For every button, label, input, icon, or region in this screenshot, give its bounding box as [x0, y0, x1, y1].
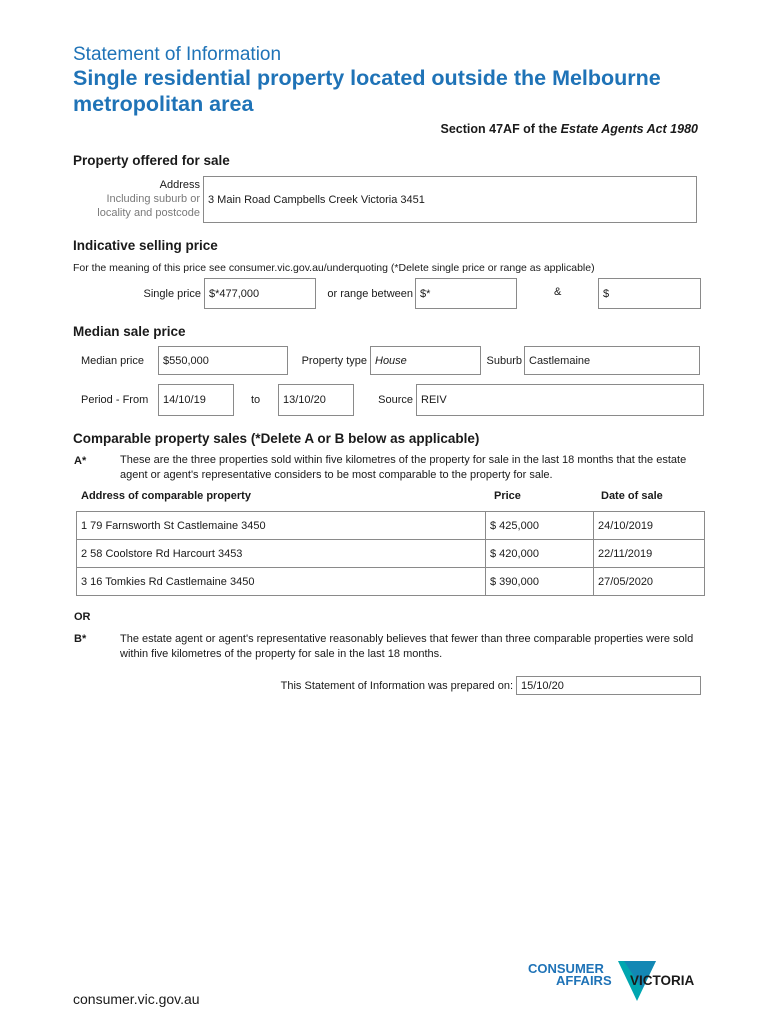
suburb-label-median: Suburb: [486, 355, 522, 367]
main-title: Single residential property located outside the Melbourne metropolitan area: [73, 66, 661, 116]
footer-url[interactable]: consumer.vic.gov.au: [73, 991, 200, 1007]
act-reference: [441, 122, 698, 136]
prepared-on-label: This Statement of Information was prepared on:: [280, 680, 513, 692]
single-price-field[interactable]: $*477,000: [204, 278, 316, 309]
act-prefix: Section 47AF of the: [440, 122, 561, 136]
period-from-label: Period - From: [81, 394, 149, 406]
logo-line-victoria: VICTORIA: [630, 973, 695, 988]
col-header-price: Price: [494, 490, 521, 502]
property-type-field[interactable]: House: [370, 346, 481, 375]
option-b-text: The estate agent or agent's representative reasonably believes that fewer than three comparable properties were sold within five kilometres of the property for sale in the last 18 months.: [120, 633, 694, 660]
price-heading: Indicative selling price: [73, 238, 218, 253]
property-heading: Property offered for sale: [73, 153, 230, 168]
or-label: OR: [74, 611, 91, 623]
period-to-label: to: [251, 394, 261, 406]
comparable-date-cell[interactable]: 24/10/2019: [594, 511, 705, 540]
range-high-field[interactable]: $: [598, 278, 701, 309]
median-heading: Median sale price: [73, 324, 186, 339]
period-from-field[interactable]: 14/10/19: [158, 384, 234, 416]
comparable-heading: Comparable property sales (*Delete A or B below as applicable): [73, 431, 480, 446]
logo-line-affairs: AFFAIRS: [556, 973, 612, 988]
range-label: or range between: [327, 288, 413, 300]
comparable-price-cell[interactable]: $ 420,000: [486, 539, 594, 568]
document-title: Statement of Information: [73, 44, 282, 65]
table-row: [76, 539, 705, 568]
col-header-date: Date of sale: [601, 490, 663, 502]
source-field[interactable]: REIV: [416, 384, 704, 416]
suburb-field[interactable]: Castlemaine: [524, 346, 700, 375]
price-note: For the meaning of this price see consumer.vic.gov.au/underquoting (*Delete single price or range as applicable): [73, 262, 595, 274]
consumer-affairs-victoria-logo: [528, 961, 703, 1005]
suburb-label: Including suburb or: [106, 193, 200, 205]
period-to-field[interactable]: 13/10/20: [278, 384, 354, 416]
comparable-date-cell[interactable]: 22/11/2019: [594, 539, 705, 568]
option-a-marker: A*: [74, 455, 87, 467]
comparable-date-cell[interactable]: 27/05/2020: [594, 567, 705, 596]
act-name: Estate Agents Act 1980: [560, 122, 698, 136]
property-type-label: Property type: [301, 355, 367, 367]
single-price-label: Single price: [143, 288, 201, 300]
comparable-price-cell[interactable]: $ 425,000: [486, 511, 594, 540]
comparable-address-cell[interactable]: 2 58 Coolstore Rd Harcourt 3453: [76, 539, 486, 568]
prepared-on-field[interactable]: 15/10/20: [516, 676, 701, 695]
source-label: Source: [378, 394, 413, 406]
median-price-label: Median price: [81, 355, 144, 367]
comparable-address-cell[interactable]: 3 16 Tomkies Rd Castlemaine 3450: [76, 567, 486, 596]
table-row: [76, 511, 705, 540]
logo-line-consumer: CONSUMER: [528, 961, 604, 976]
address-field[interactable]: 3 Main Road Campbells Creek Victoria 3451: [203, 176, 697, 223]
range-low-field[interactable]: $*: [415, 278, 517, 309]
option-a-text: These are the three properties sold within five kilometres of the property for sale in the last 18 months that the estate agent or agent's representative considers to be most comparable to the property for sale.: [120, 454, 687, 481]
median-price-field[interactable]: $550,000: [158, 346, 288, 375]
col-header-address: Address of comparable property: [81, 490, 251, 502]
postcode-label: locality and postcode: [97, 207, 200, 219]
range-ampersand: &: [554, 286, 562, 298]
comparable-price-cell[interactable]: $ 390,000: [486, 567, 594, 596]
option-b-marker: B*: [74, 633, 87, 645]
table-row: [76, 567, 705, 596]
address-label: Address: [159, 179, 200, 191]
comparable-address-cell[interactable]: 1 79 Farnsworth St Castlemaine 3450: [76, 511, 486, 540]
